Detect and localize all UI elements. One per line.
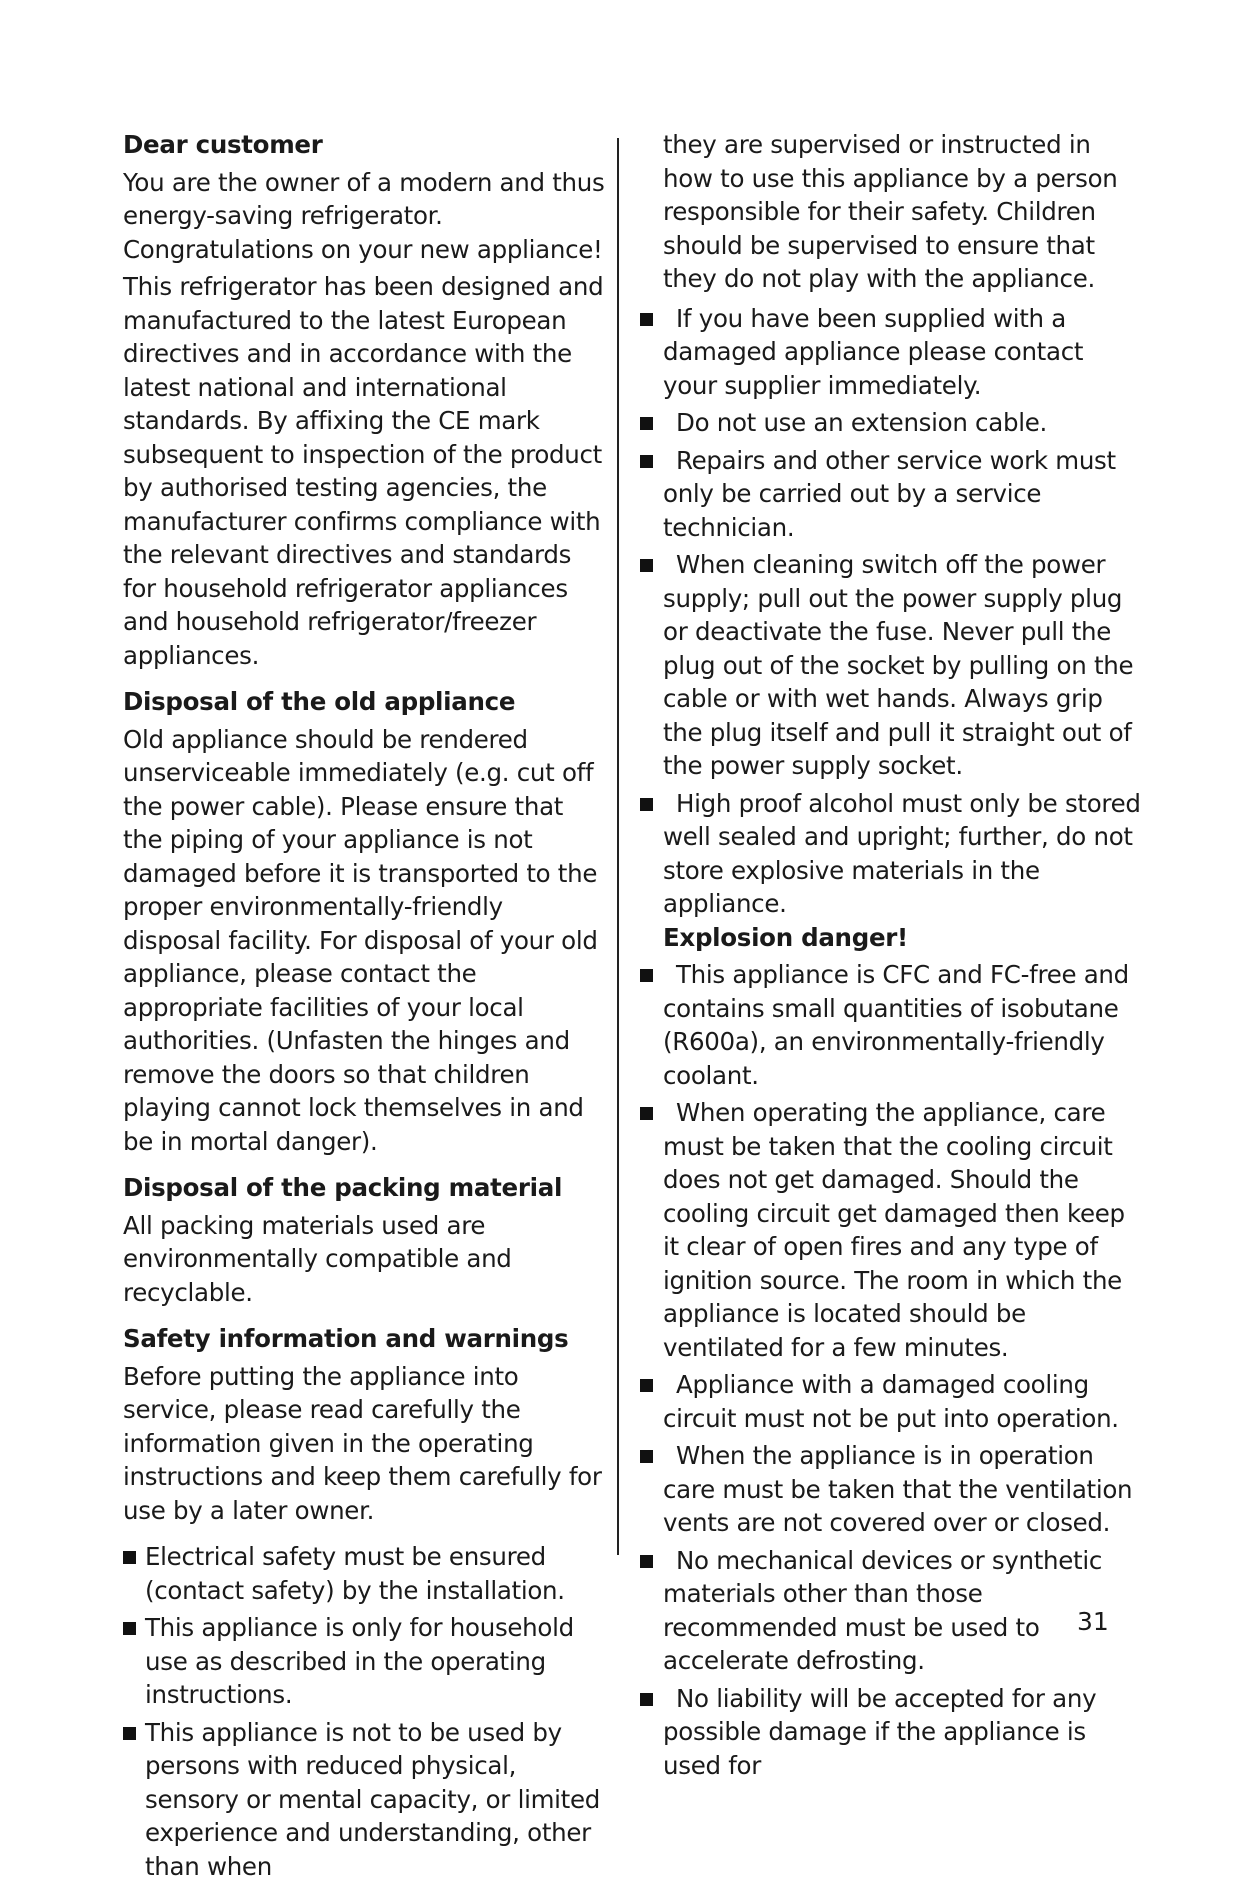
square-bullet-icon: [123, 1727, 136, 1740]
left-bullet-list: [123, 1540, 608, 1883]
square-bullet-icon: [123, 1551, 136, 1564]
disposal-old-section: [123, 685, 608, 1158]
square-bullet-icon: [640, 969, 653, 982]
list-item: Repairs and other service work must only be carried out by a service technician.: [663, 444, 1143, 545]
column-divider: [617, 138, 619, 1555]
safety-section: [123, 1322, 608, 1527]
greeting-heading: Dear customer: [123, 130, 323, 159]
list-item: Electrical safety must be ensured (contact safety) by the installation.: [123, 1540, 608, 1607]
safety-heading: Safety information and warnings: [123, 1324, 569, 1353]
disposal-packing-section: [123, 1171, 608, 1309]
list-item: When cleaning switch off the power supply; pull out the power supply plug or deactivate the fuse. Never pull the plug out of the socket by pulling on the cable or with wet hands. Always grip the plug itself and pull it straight out of the power supply socket.: [663, 548, 1143, 783]
square-bullet-icon: [123, 1622, 136, 1635]
disposal-packing-heading: Disposal of the packing material: [123, 1173, 563, 1202]
right-column: [663, 128, 1143, 1786]
square-bullet-icon: [640, 1379, 653, 1392]
intro-paragraph-2: This refrigerator has been designed and manufactured to the latest European directives and in accordance with the latest national and international standards. By affixing the CE mark subsequent to inspection of the product by authorised testing agencies, the manufacturer confirms compliance with the relevant directives and standards for household refrigerator appliances and household refrigerator/freezer appliances.: [123, 272, 604, 670]
list-item: Appliance with a damaged cooling circuit must not be put into operation.: [663, 1368, 1143, 1435]
intro-section: [123, 128, 608, 672]
disposal-old-heading: Disposal of the old appliance: [123, 687, 516, 716]
list-item: This appliance is CFC and FC-free and contains small quantities of isobutane (R600a), an environmentally-friendly coolant.: [663, 958, 1143, 1092]
list-item: Do not use an extension cable.: [663, 406, 1143, 440]
list-item: This appliance is not to be used by persons with reduced physical, sensory or mental capacity, or limited experience and understanding, other than when: [123, 1716, 608, 1884]
disposal-packing-text: All packing materials used are environmentally compatible and recyclable.: [123, 1210, 512, 1307]
disposal-old-text: Old appliance should be rendered unserviceable immediately (e.g. cut off the power cable). Please ensure that the piping of your appliance is not damaged before it is transported to the proper environmentally-friendly disposal facility. For disposal of your old appliance, please contact the appropriate facilities of your local authorities. (Unfasten the hinges and remove the doors so that children playing cannot lock themselves in and be in mortal danger).: [123, 724, 598, 1156]
list-item: This appliance is only for household use as described in the operating instructions.: [123, 1611, 608, 1712]
square-bullet-icon: [640, 559, 653, 572]
right-bullet-list: [663, 302, 1143, 1783]
square-bullet-icon: [640, 417, 653, 430]
list-item: When operating the appliance, care must be taken that the cooling circuit does not get damaged. Should the cooling circuit get damaged then keep it clear of open fires and any type of ignition source. The room in which the appliance is located should be ventilated for a few minutes.: [663, 1096, 1143, 1364]
list-item: High proof alcohol must only be stored well sealed and upright; further, do not store explosive materials in the appliance. Explosion danger!: [663, 787, 1143, 955]
page-number: 31: [1077, 1607, 1109, 1636]
list-item: No liability will be accepted for any possible damage if the appliance is used for: [663, 1682, 1143, 1783]
intro-paragraph: You are the owner of a modern and thus energy-saving refrigerator. Congratulations on your new appliance!: [123, 167, 605, 264]
list-item: If you have been supplied with a damaged appliance please contact your supplier immediately.: [663, 302, 1143, 403]
square-bullet-icon: [640, 798, 653, 811]
square-bullet-icon: [640, 1693, 653, 1706]
continuation-text: they are supervised or instructed in how to use this appliance by a person responsible for their safety. Children should be supervised to ensure that they do not play with the appliance.: [663, 130, 1118, 293]
list-item: When the appliance is in operation care must be taken that the ventilation vents are not covered over or closed.: [663, 1439, 1143, 1540]
safety-text: Before putting the appliance into service, please read carefully the information given in the operating instructions and keep them carefully for use by a later owner.: [123, 1361, 602, 1525]
list-item: No mechanical devices or synthetic materials other than those recommended must be used to accelerate defrosting.: [663, 1544, 1143, 1678]
square-bullet-icon: [640, 1450, 653, 1463]
explosion-warning: Explosion danger!: [663, 922, 908, 952]
square-bullet-icon: [640, 455, 653, 468]
left-column: [123, 128, 608, 1887]
square-bullet-icon: [640, 313, 653, 326]
square-bullet-icon: [640, 1107, 653, 1120]
square-bullet-icon: [640, 1555, 653, 1568]
